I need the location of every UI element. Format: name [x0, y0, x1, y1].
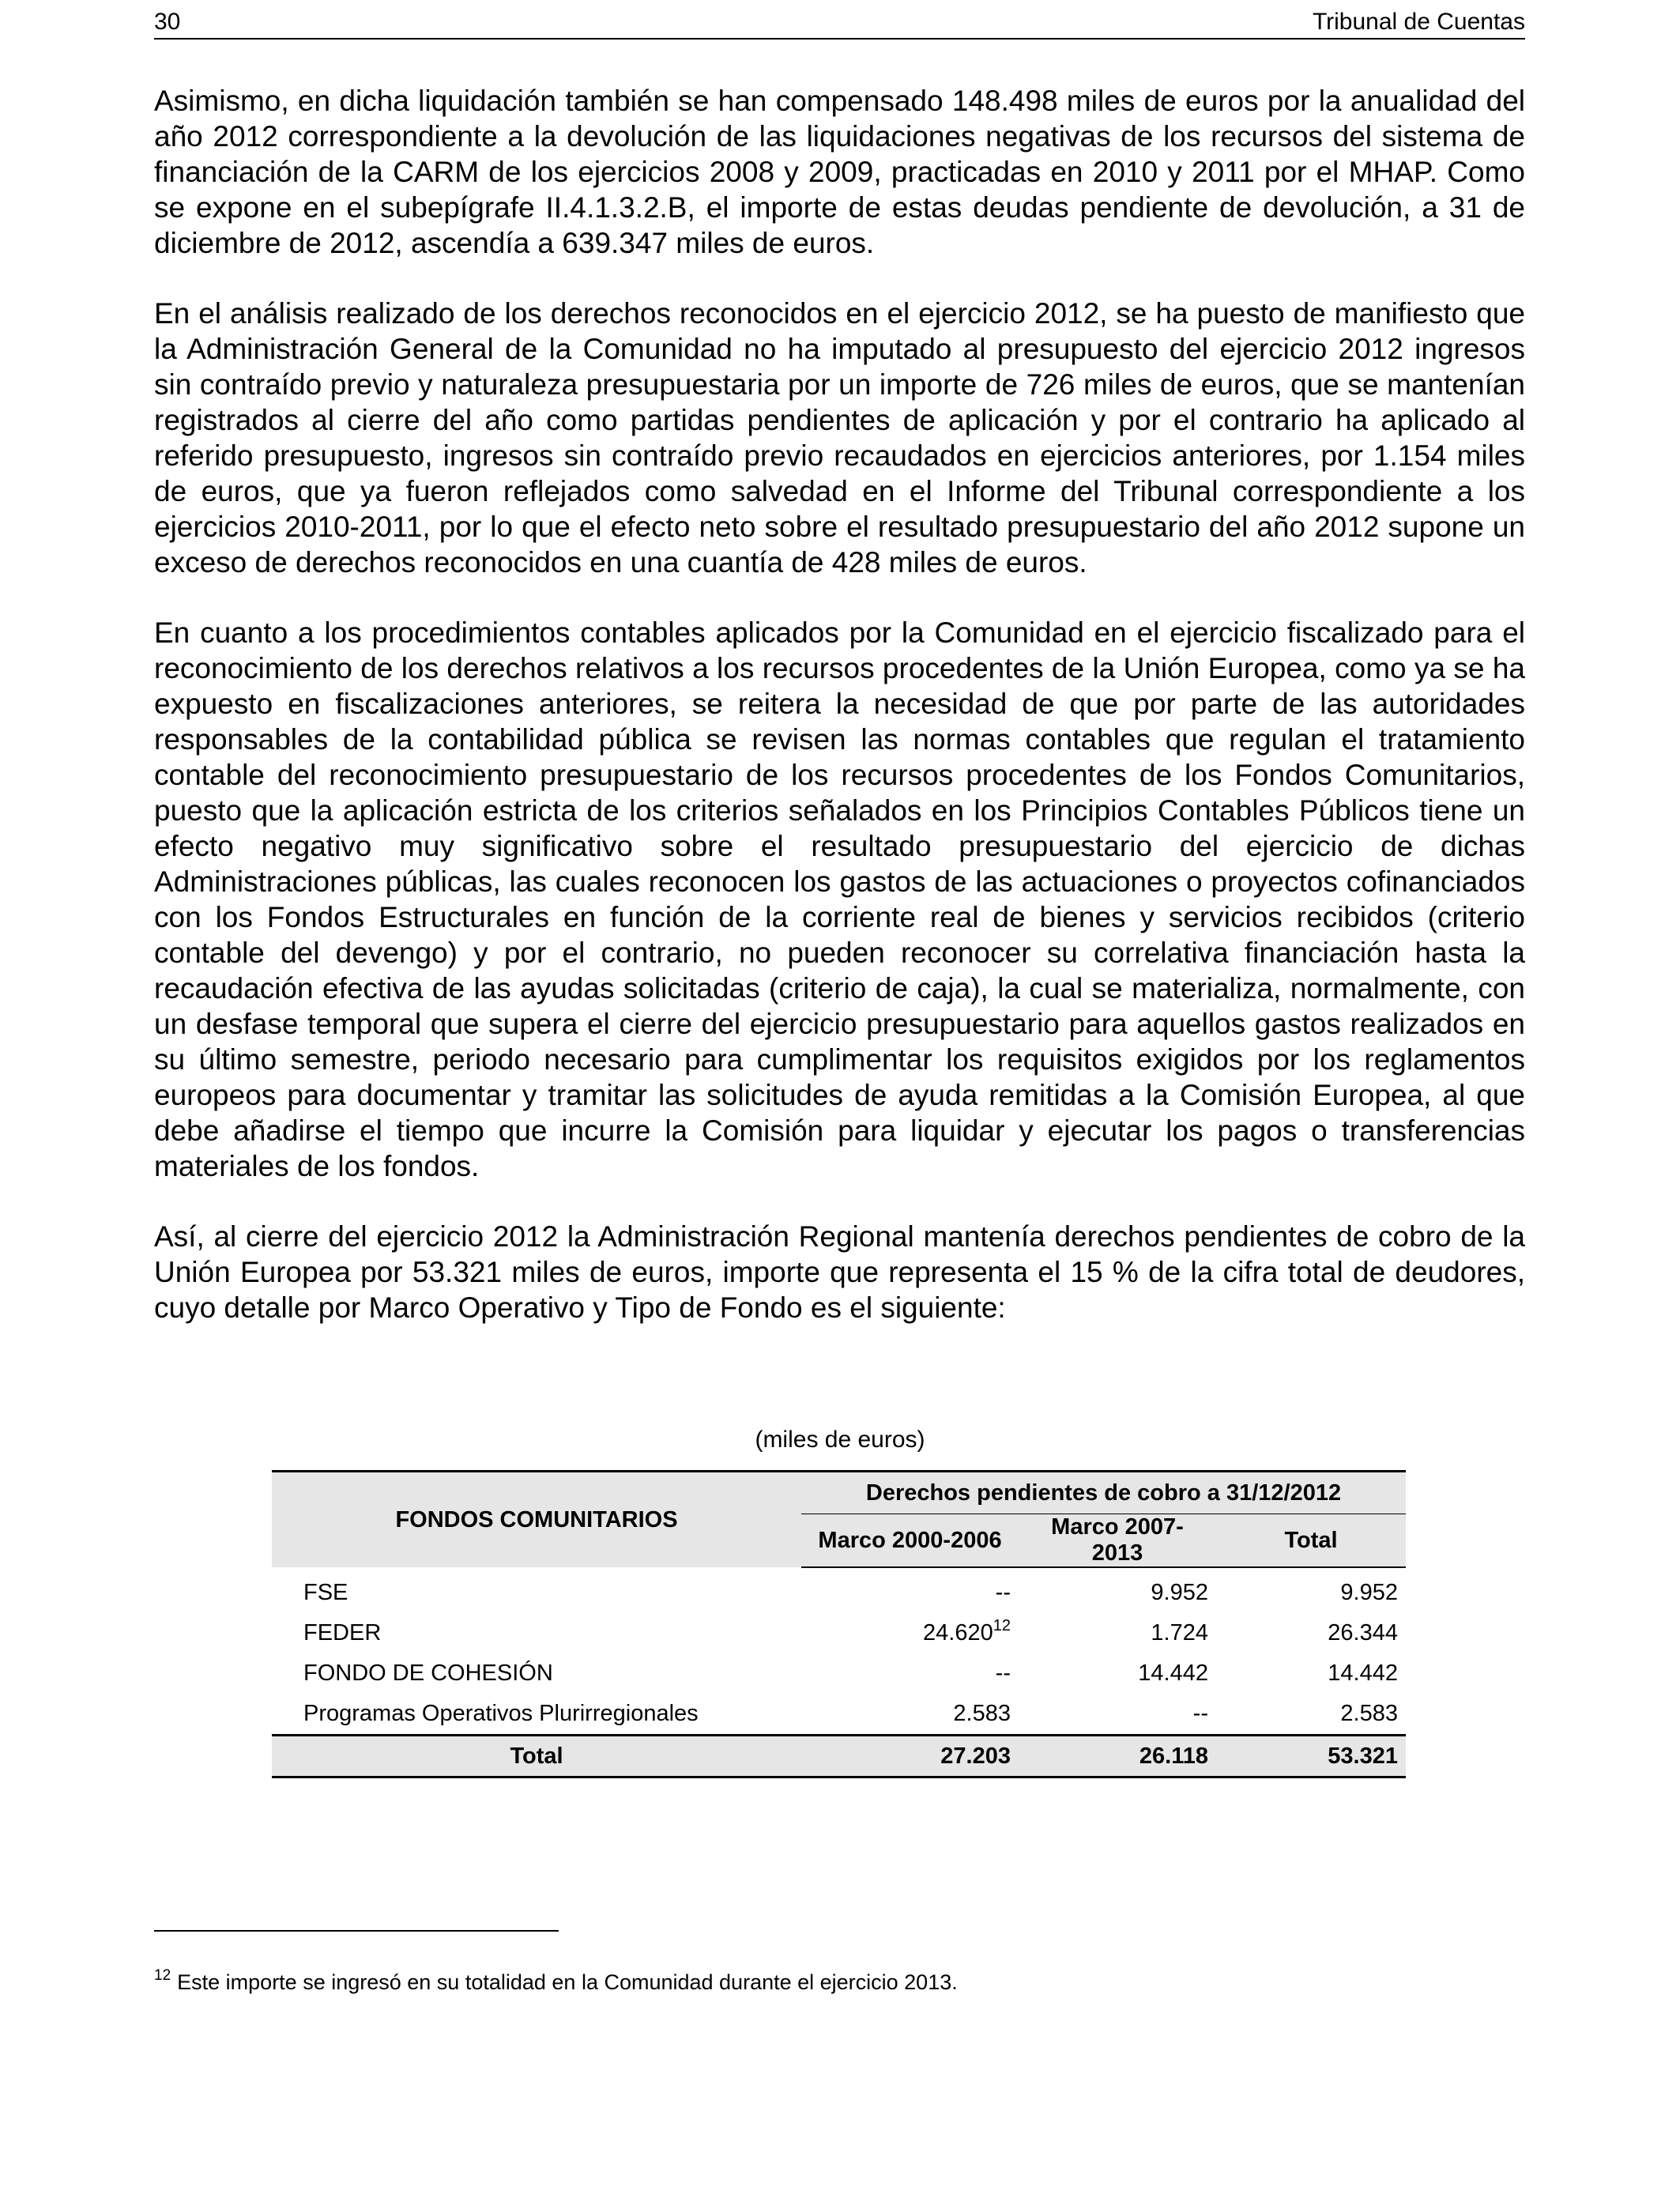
- column-header: Marco 2000-2006: [801, 1514, 1019, 1568]
- cell-marco-2000: --: [995, 1580, 1011, 1605]
- table-row: [272, 1653, 1406, 1694]
- funds-table: [272, 1470, 1406, 1778]
- total-row: [272, 1736, 1406, 1777]
- page-header: [154, 6, 1525, 40]
- column-header: Marco 2007-2013: [1019, 1514, 1216, 1568]
- fund-label: FONDO DE COHESIÓN: [303, 1661, 553, 1686]
- footnote-number: 12: [154, 1967, 171, 1984]
- footnote: [154, 1968, 958, 1996]
- header-title: Tribunal de Cuentas: [1312, 9, 1525, 35]
- cell-total: 14.442: [1328, 1661, 1398, 1686]
- total-marco-2000: 27.203: [801, 1736, 1019, 1777]
- cell-marco-2000: --: [995, 1661, 1011, 1686]
- table-row: [272, 1613, 1406, 1653]
- footnote-separator: [154, 1930, 559, 1932]
- cell-value: 24.620: [923, 1620, 993, 1646]
- total-marco-2007: 26.118: [1019, 1736, 1216, 1777]
- cell-marco-2007: 9.952: [1151, 1580, 1208, 1605]
- cell-total: 26.344: [1328, 1620, 1398, 1646]
- cell-marco-2007: 1.724: [1151, 1620, 1208, 1646]
- table-units-note: (miles de euros): [755, 1427, 925, 1453]
- paragraph-4: Así, al cierre del ejercicio 2012 la Administración Regional mantenía derechos pendientes de cobro de la Unión Europea por 53.321 miles de euros, importe que representa el 15 % de la cifra total de deudores, cuyo detalle por Marco Operativo y Tipo de Fondo es el siguiente:: [154, 1220, 1525, 1324]
- total-label: Total: [272, 1736, 801, 1777]
- total-total: 53.321: [1216, 1736, 1406, 1777]
- fund-label: FSE: [303, 1579, 348, 1605]
- fund-label: Programas Operativos Plurirregionales: [303, 1701, 699, 1726]
- group-header: Derechos pendientes de cobro a 31/12/2012: [801, 1472, 1406, 1514]
- footnote-text: Este importe se ingresó en su totalidad en la Comunidad durante el ejercicio 2013.: [177, 1970, 958, 1994]
- cell-marco-2000: 2.583: [953, 1701, 1011, 1726]
- footnote-reference[interactable]: 12: [993, 1617, 1011, 1634]
- body-text: [154, 83, 1525, 1360]
- cell-marco-2007: 14.442: [1138, 1661, 1208, 1686]
- paragraph-1: Asimismo, en dicha liquidación también se han compensado 148.498 miles de euros por la anualidad del año 2012 correspondiente a la devolución de las liquidaciones negativas de los recursos del sistema de financiación de la CARM de los ejercicios 2008 y 2009, practicadas en 2010 y 2011 por el MHAP. Como se expone en el subepígrafe II.4.1.3.2.B, el importe de estas deudas pendiente de devolución, a 31 de diciembre de 2012, ascendía a 639.347 miles de euros.: [154, 85, 1525, 259]
- paragraph-2: En el análisis realizado de los derechos reconocidos en el ejercicio 2012, se ha puesto de manifiesto que la Administración General de la Comunidad no ha imputado al presupuesto del ejercicio 2012 ingresos sin contraído previo y naturaleza presupuestaria por un importe de 726 miles de euros, que se mantenían registrados al cierre del año como partidas pendientes de aplicación y por el contrario ha aplicado al referido presupuesto, ingresos sin contraído previo recaudados en ejercicios anteriores, por 1.154 miles de euros, que ya fueron reflejados como salvedad en el Informe del Tribunal correspondiente a los ejercicios 2010-2011, por lo que el efecto neto sobre el resultado presupuestario del año 2012 supone un exceso de derechos reconocidos en una cuantía de 428 miles de euros.: [154, 297, 1525, 579]
- cell-marco-2007: --: [1192, 1701, 1208, 1726]
- cell-total: 2.583: [1340, 1701, 1398, 1726]
- page-number: 30: [154, 9, 181, 35]
- table-row: [272, 1694, 1406, 1736]
- table-row: [272, 1567, 1406, 1613]
- row-header: FONDOS COMUNITARIOS: [272, 1472, 801, 1568]
- column-header: Total: [1216, 1514, 1406, 1568]
- paragraph-3: En cuanto a los procedimientos contables aplicados por la Comunidad en el ejercicio fiscalizado para el reconocimiento de los derechos relativos a los recursos procedentes de la Unión Europea, como ya se ha expuesto en fiscalizaciones anteriores, se reitera la necesidad de que por parte de las autoridades responsables de la contabilidad pública se revisen las normas contables que regulan el tratamiento contable del reconocimiento presupuestario de los recursos procedentes de los Fondos Comunitarios, puesto que la aplicación estricta de los criterios señalados en los Principios Contables Públicos tiene un efecto negativo muy significativo sobre el resultado presupuestario del ejercicio de dichas Administraciones públicas, las cuales reconocen los gastos de las actuaciones o proyectos cofinanciados con los Fondos Estructurales en función de la corriente real de bienes y servicios recibidos (criterio contable del devengo) y por el contrario, no pueden reconocer su correlativa financiación hasta la recaudación efectiva de las ayudas solicitadas (criterio de caja), la cual se materializa, normalmente, con un desfase temporal que supera el cierre del ejercicio presupuestario para aquellos gastos realizados en su último semestre, periodo necesario para cumplimentar los requisitos exigidos por los reglamentos europeos para documentar y tramitar las solicitudes de ayuda remitidas a la Comisión Europea, al que debe añadirse el tiempo que incurre la Comisión para liquidar y ejecutar los pagos o transferencias materiales de los fondos.: [154, 616, 1525, 1182]
- cell-total: 9.952: [1340, 1580, 1398, 1605]
- cell-marco-2000: [801, 1613, 1019, 1653]
- fund-label: FEDER: [303, 1620, 382, 1646]
